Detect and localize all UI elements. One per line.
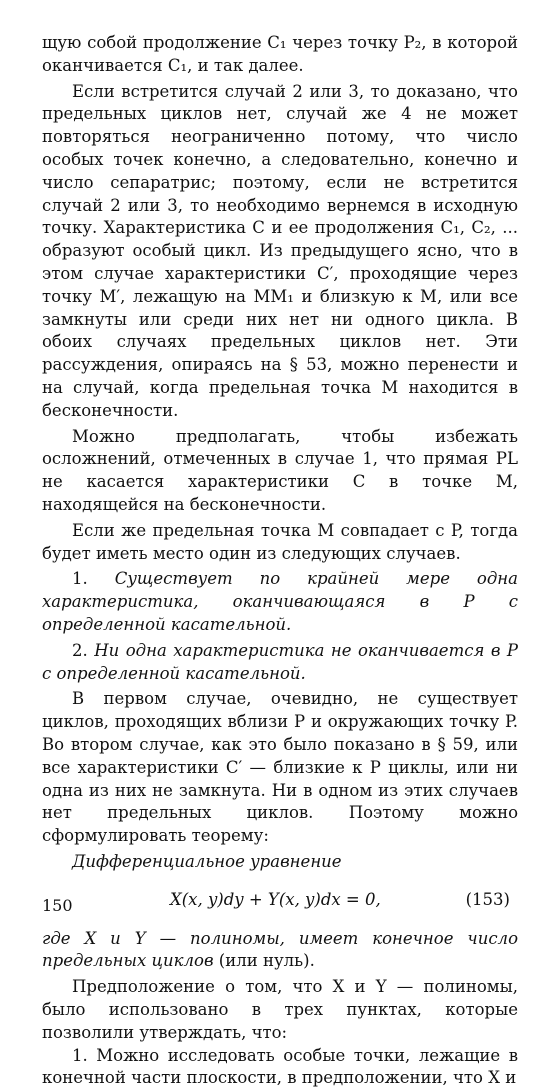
page-body <box>42 32 518 1090</box>
case-number: 2. <box>72 640 88 660</box>
case-2 <box>42 640 518 686</box>
case-number: 1. <box>72 569 88 589</box>
paragraph-first-case: В первом случае, очевидно, не существует циклов, проходящих вблизи P и окружающих точку P. Во втором случае, как это было показано в § 59, или все характеристики C′ — близкие к P циклы, или ни одна из них не замкнута. Ни в одном из этих случаев нет предельных циклов. Поэтому можно сформулировать теорему: <box>42 689 518 846</box>
theorem-statement: где X и Y — полиномы, имеет конечное число предельных циклов <box>42 928 518 971</box>
paragraph-polynomial-assumption: Предположение о том, что X и Y — полиномы, было использовано в трех пунктах, которые позволили утверждать, что: <box>42 977 518 1042</box>
page-number: 150 <box>42 896 73 915</box>
theorem-conclusion <box>42 928 518 974</box>
paragraph-continuation: щую собой продолжение C₁ через точку P₂, в которой оканчивается C₁, и так далее. <box>42 33 518 75</box>
theorem-intro: Дифференциальное уравнение <box>72 851 342 871</box>
equation-body: X(x, y)dy + Y(x, y)dx = 0, <box>170 889 381 909</box>
equation-number: (153) <box>465 889 510 909</box>
case-text: Ни одна характеристика не оканчивается в P с определенной касательной. <box>42 640 518 683</box>
paragraph-assumption: Можно предполагать, чтобы избежать осложнений, отмеченных в случае 1, что прямая PL не касается характеристики C в точке M, находящейся на бесконечности. <box>42 426 518 514</box>
paragraph-cases-argument: Если встретится случай 2 или 3, то доказано, что предельных циклов нет, случай же 4 не может повторяться неограниченно потому, что число особых точек конечно, а следовательно, конечно и число сепаратрис; поэтому, если не встретится случай 2 или 3, то необходимо вернемся в исходную точку. Характеристика C и ее продолжения C₁, C₂, ... образуют особый цикл. Из предыдущего ясно, что в этом случае характеристики C′, проходящие через точку M′, лежащую на MM₁ и близкую к M, или все замкнуты или среди них нет ни одного цикла. В обоих случаях предельных циклов нет. Эти рассуждения, опираясь на § 53, можно перенести и на случай, когда предельная точка M находится в бесконечности. <box>42 81 518 420</box>
case-1 <box>42 568 518 636</box>
paragraph-item-1: 1. Можно исследовать особые точки, лежащие в конечной части плоскости, в предположении, что X и <box>42 1045 518 1088</box>
equation-153 <box>42 884 518 920</box>
paragraph-limit-point: Если же предельная точка M совпадает с P, тогда будет иметь место один из следующих случаев. <box>42 520 518 563</box>
theorem-tail: (или нуль). <box>213 951 315 971</box>
case-text: Существует по крайней мере одна характеристика, оканчивающаяся в P с определенной касательной. <box>42 569 519 634</box>
